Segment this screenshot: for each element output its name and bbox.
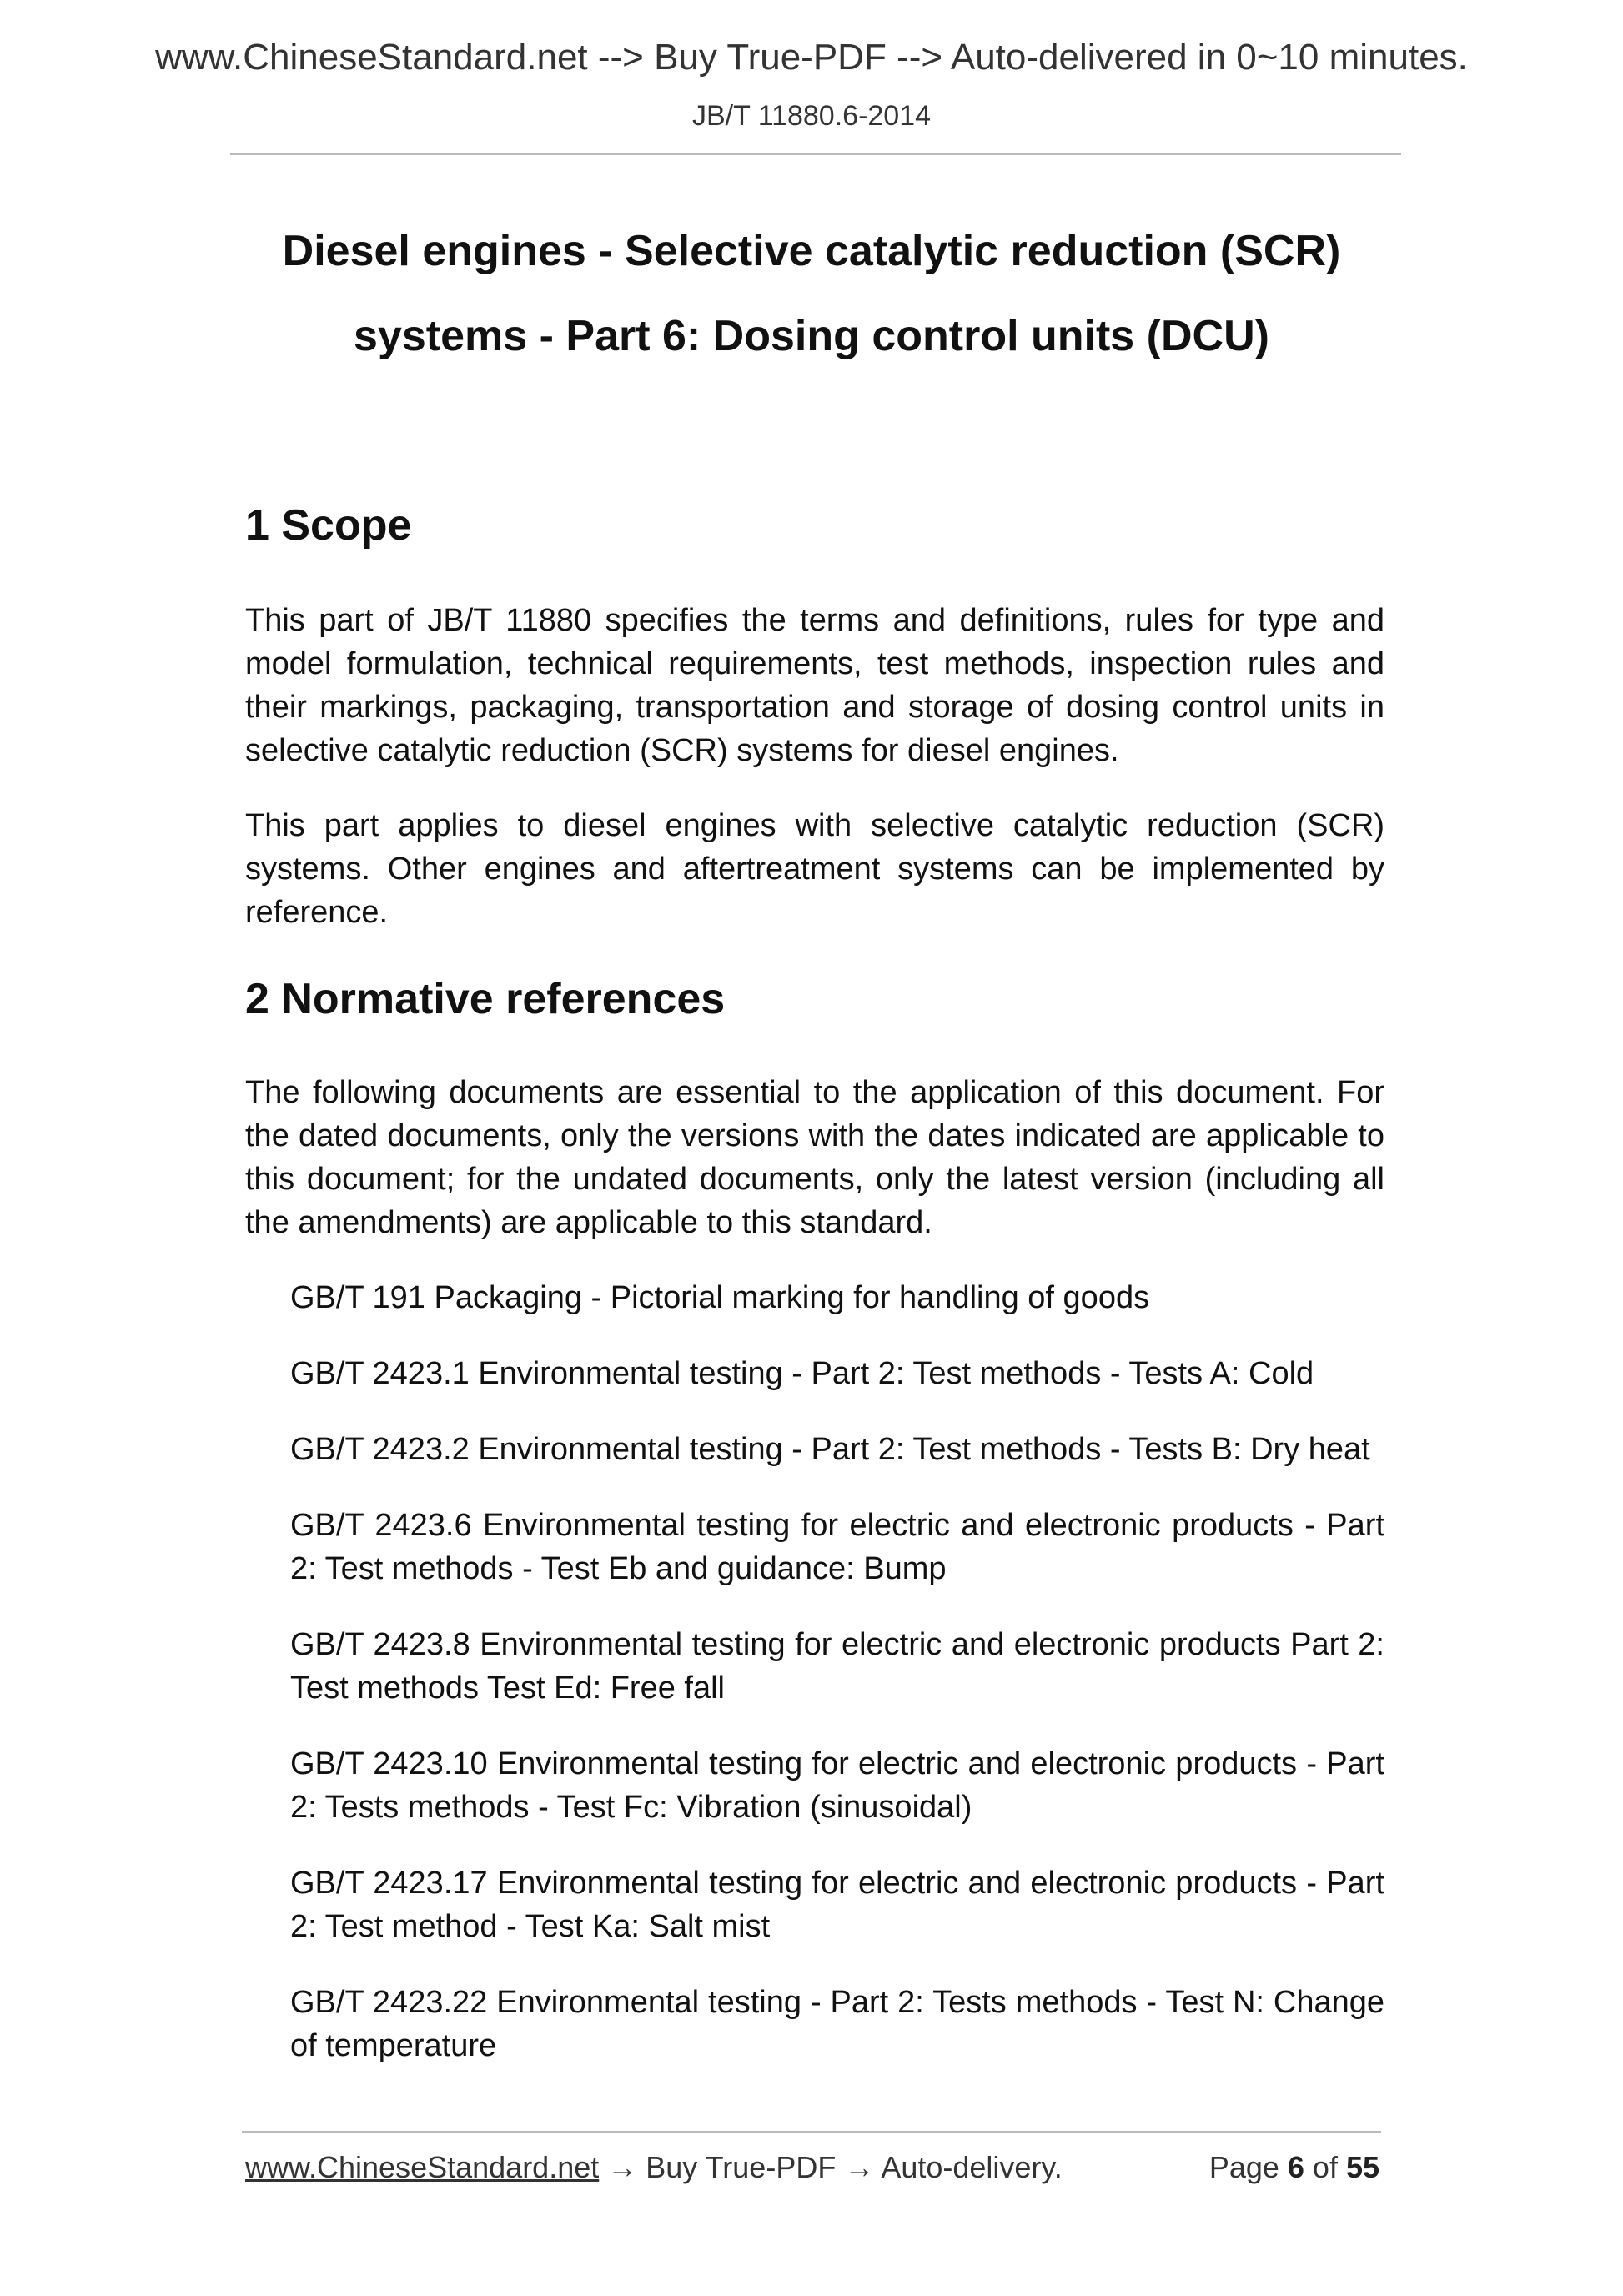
footer-website-link[interactable]: www.ChineseStandard.net [245,2150,600,2184]
reference-item: GB/T 2423.10 Environmental testing for electric and electronic products - Part 2: Tests methods - Test Fc: Vibration (sinusoidal) [290,1746,1384,1825]
footer-left [245,2150,1063,2185]
scope-paragraph-2: This part applies to diesel engines with selective catalytic reduction (SCR) systems. Other engines and aftertreatment systems can be implemented by reference. [245,808,1384,930]
reference-item: GB/T 2423.17 Environmental testing for electric and electronic products - Part 2: Test method - Test Ka: Salt mist [290,1866,1384,1944]
title-line-1: Diesel engines - Selective catalytic reduction (SCR) [282,227,1341,275]
scope-heading: 1 Scope [245,501,412,550]
normative-intro-paragraph: The following documents are essential to the application of this document. For the dated documents, only the versions with the dates indicated are applicable to this document; for the undated documents, only the latest version (including all the amendments) are applicable to this standard. [245,1075,1384,1240]
page-footer [245,2150,1379,2192]
top-banner: www.ChineseStandard.net --> Buy True-PDF --> Auto-delivered in 0~10 minutes. [155,37,1468,78]
document-title [0,208,1623,379]
reference-item: GB/T 2423.22 Environmental testing - Part 2: Tests methods - Test N: Change of temperature [290,1985,1384,2063]
title-line-2: systems - Part 6: Dosing control units (DCU) [354,312,1269,360]
normative-references-heading: 2 Normative references [245,975,726,1023]
reference-item: GB/T 2423.1 Environmental testing - Part 2: Test methods - Tests A: Cold [290,1356,1314,1391]
page-of-label: of [1304,2150,1346,2184]
footer-tagline: → Buy True-PDF → Auto-delivery. [599,2150,1063,2184]
page-label: Page [1208,2150,1288,2184]
page-indicator [1209,2150,1379,2185]
reference-item: GB/T 2423.2 Environmental testing - Part 2: Test methods - Tests B: Dry heat [290,1432,1370,1467]
footer-divider [242,2131,1381,2133]
document-body [245,492,1384,2100]
document-code: JB/T 11880.6-2014 [691,100,932,132]
header-divider [230,153,1401,155]
reference-item: GB/T 191 Packaging - Pictorial marking for handling of goods [290,1280,1150,1315]
reference-list [245,1276,1384,2067]
page-number: 6 [1287,2150,1304,2184]
scope-paragraph-1: This part of JB/T 11880 specifies the terms and definitions, rules for type and model formulation, technical requirements, test methods, inspection rules and their markings, packaging, transportation and storage of dosing control units in selective catalytic reduction (SCR) systems for diesel engines. [245,603,1384,768]
total-pages: 55 [1345,2150,1379,2184]
reference-item: GB/T 2423.8 Environmental testing for electric and electronic products Part 2: Test methods Test Ed: Free fall [290,1627,1384,1706]
reference-item: GB/T 2423.6 Environmental testing for electric and electronic products - Part 2: Test methods - Test Eb and guidance: Bump [290,1508,1384,1586]
